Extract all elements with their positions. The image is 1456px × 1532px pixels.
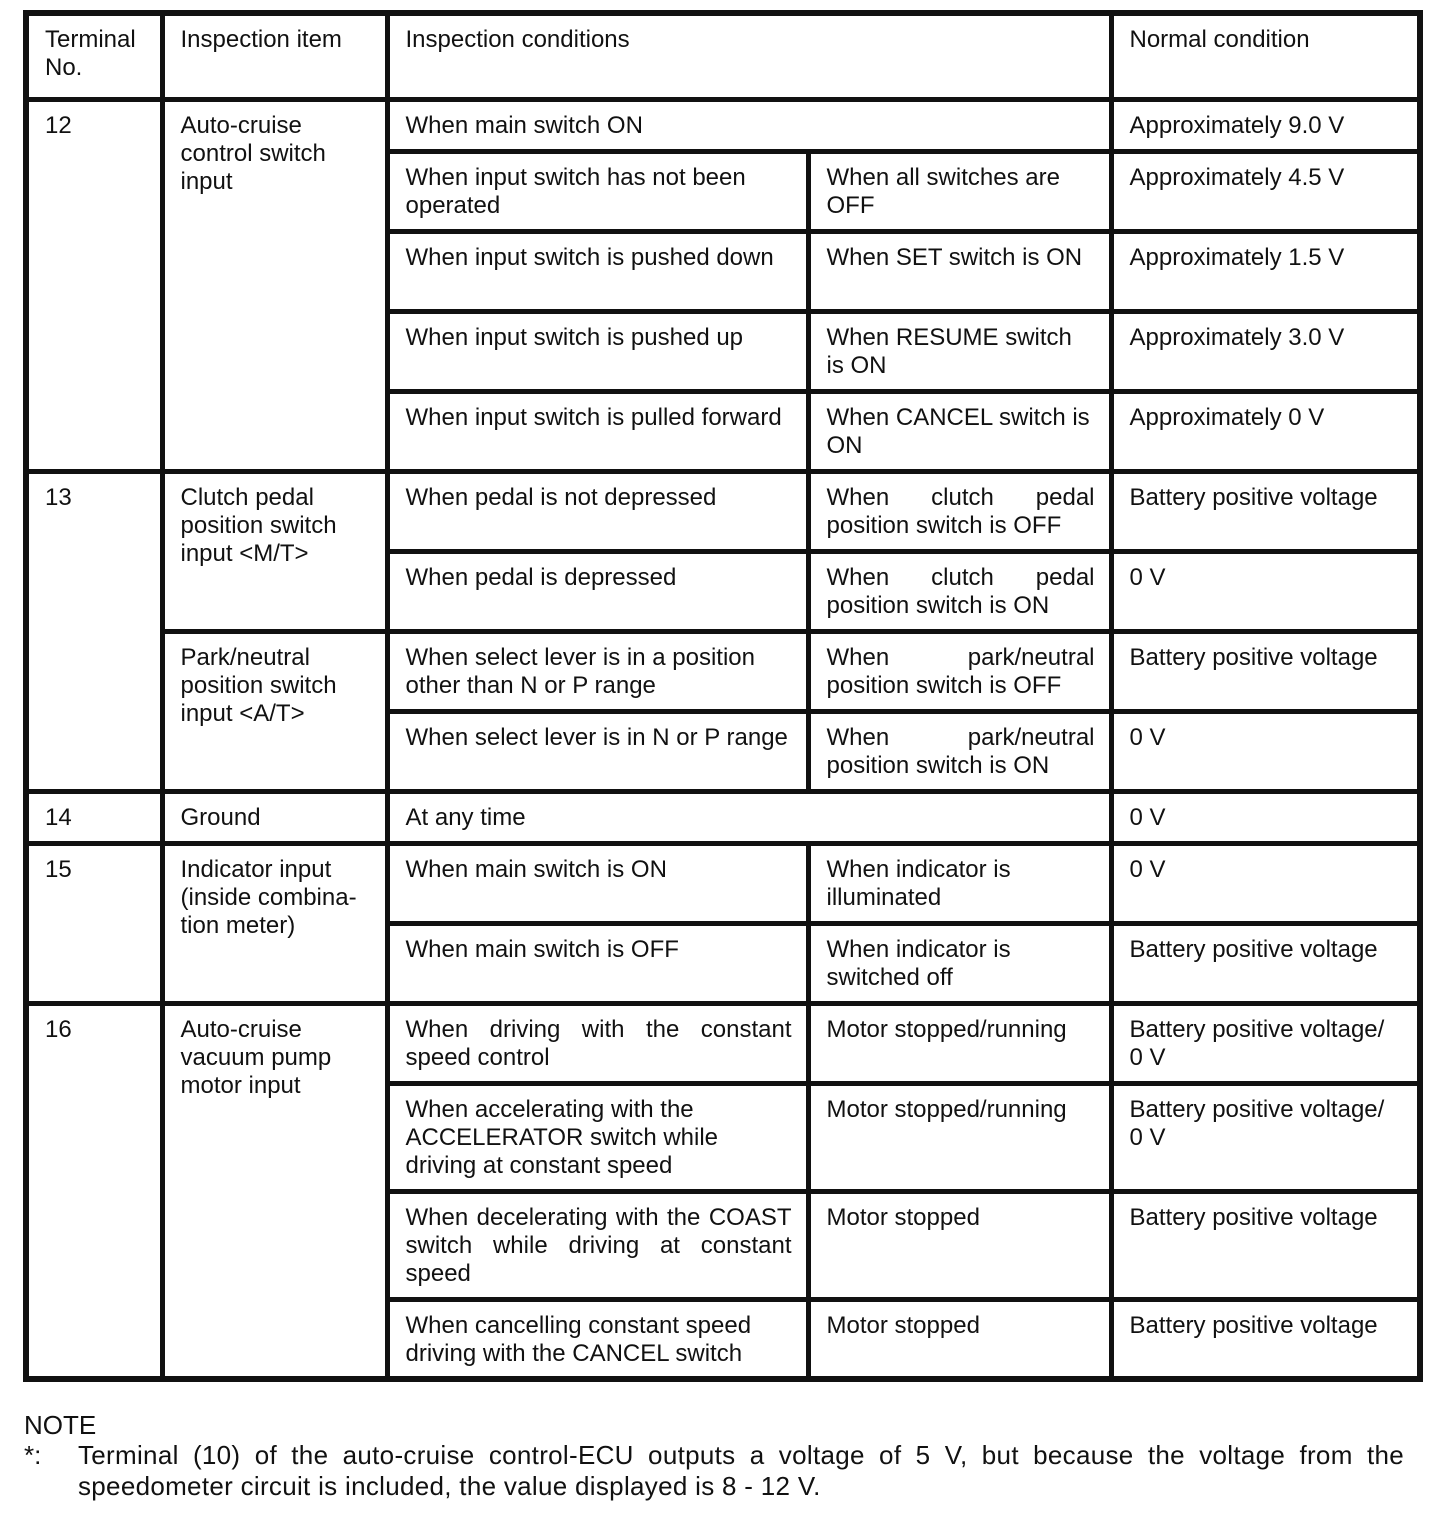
inspection-condition-cell: When cancelling constant speed driving with the CANCEL switch	[387, 1299, 808, 1379]
inspection-condition-cell: When accelerating with the ACCELERATOR switch while driving at constant speed	[387, 1083, 808, 1191]
note-asterisk-marker: *:	[24, 1440, 42, 1470]
header-inspection-conditions: Inspection conditions	[387, 13, 1111, 99]
inspection-condition-cell: When decelerating with the COAST switch while driving at constant speed	[387, 1191, 808, 1299]
normal-condition-cell: 0 V	[1111, 551, 1420, 631]
inspection-item-cell: Auto-cruise control switch input	[162, 99, 387, 471]
switch-state-cell: When park/neutral position switch is ON	[808, 711, 1111, 791]
normal-condition-cell: Battery positive voltage	[1111, 1299, 1420, 1379]
switch-state-cell: When CANCEL switch is ON	[808, 391, 1111, 471]
terminal-number-cell: 16	[26, 1003, 162, 1379]
inspection-item-cell: Clutch pedal position switch input <M/T>	[162, 471, 387, 631]
inspection-condition-cell: When input switch is pulled forward	[387, 391, 808, 471]
inspection-condition-cell: When input switch is pushed down	[387, 231, 808, 311]
table-row	[26, 471, 1420, 551]
normal-condition-cell: Approximately 4.5 V	[1111, 151, 1420, 231]
normal-condition-cell: 0 V	[1111, 791, 1420, 843]
terminal-inspection-table	[23, 10, 1423, 1382]
note-entry	[24, 1440, 1404, 1502]
motor-state-cell: Motor stopped	[808, 1191, 1111, 1299]
normal-condition-cell: 0 V	[1111, 843, 1420, 923]
normal-condition-cell: 0 V	[1111, 711, 1420, 791]
normal-condition-cell: Battery positive voltage	[1111, 1191, 1420, 1299]
note-section	[24, 1410, 1404, 1502]
motor-state-cell: Motor stopped/running	[808, 1003, 1111, 1083]
motor-state-cell: Motor stopped	[808, 1299, 1111, 1379]
normal-condition-cell: Battery positive voltage	[1111, 631, 1420, 711]
normal-condition-cell: Approximately 9.0 V	[1111, 99, 1420, 151]
header-normal-condition: Normal condition	[1111, 13, 1420, 99]
table-header-row	[26, 13, 1420, 99]
motor-state-cell: Motor stopped/running	[808, 1083, 1111, 1191]
inspection-condition-cell: When main switch is ON	[387, 843, 808, 923]
inspection-item-cell: Indicator input (inside combina-tion meter)	[162, 843, 387, 1003]
inspection-item-cell: Ground	[162, 791, 387, 843]
table-row	[26, 1003, 1420, 1083]
note-title: NOTE	[24, 1410, 97, 1440]
normal-condition-cell: Approximately 1.5 V	[1111, 231, 1420, 311]
inspection-condition-cell: When pedal is depressed	[387, 551, 808, 631]
switch-state-cell: When all switches are OFF	[808, 151, 1111, 231]
inspection-condition-cell: When pedal is not depressed	[387, 471, 808, 551]
inspection-condition-cell: When select lever is in N or P range	[387, 711, 808, 791]
terminal-number-cell: 12	[26, 99, 162, 471]
normal-condition-cell: Battery positive voltage	[1111, 471, 1420, 551]
inspection-condition-cell: When input switch is pushed up	[387, 311, 808, 391]
normal-condition-cell: Battery positive voltage/ 0 V	[1111, 1083, 1420, 1191]
inspection-condition-cell: When input switch has not been operated	[387, 151, 808, 231]
table-row	[26, 99, 1420, 151]
normal-condition-cell: Approximately 0 V	[1111, 391, 1420, 471]
header-terminal-no: Terminal No.	[26, 13, 162, 99]
normal-condition-cell: Approximately 3.0 V	[1111, 311, 1420, 391]
inspection-condition-cell: When main switch ON	[387, 99, 1111, 151]
switch-state-cell: When SET switch is ON	[808, 231, 1111, 311]
header-inspection-item: Inspection item	[162, 13, 387, 99]
switch-state-cell: When indicator is switched off	[808, 923, 1111, 1003]
inspection-condition-cell: When driving with the constant speed control	[387, 1003, 808, 1083]
switch-state-cell: When RESUME switch is ON	[808, 311, 1111, 391]
inspection-item-cell: Auto-cruise vacuum pump motor input	[162, 1003, 387, 1379]
note-text: Terminal (10) of the auto-cruise control-ECU outputs a voltage of 5 V, but because the voltage from the speedometer circuit is included, the value displayed is 8 - 12 V.	[78, 1440, 1404, 1501]
inspection-condition-cell: When select lever is in a position other than N or P range	[387, 631, 808, 711]
inspection-item-cell: Park/neutral position switch input <A/T>	[162, 631, 387, 791]
inspection-condition-cell: When main switch is OFF	[387, 923, 808, 1003]
table-row	[26, 791, 1420, 843]
table-row	[26, 843, 1420, 923]
switch-state-cell: When clutch pedal position switch is ON	[808, 551, 1111, 631]
terminal-number-cell: 15	[26, 843, 162, 1003]
terminal-number-cell: 14	[26, 791, 162, 843]
inspection-condition-cell: At any time	[387, 791, 1111, 843]
table-row	[26, 631, 1420, 711]
normal-condition-cell: Battery positive voltage/ 0 V	[1111, 1003, 1420, 1083]
terminal-number-cell: 13	[26, 471, 162, 791]
switch-state-cell: When park/neutral position switch is OFF	[808, 631, 1111, 711]
normal-condition-cell: Battery positive voltage	[1111, 923, 1420, 1003]
switch-state-cell: When clutch pedal position switch is OFF	[808, 471, 1111, 551]
switch-state-cell: When indicator is illuminated	[808, 843, 1111, 923]
